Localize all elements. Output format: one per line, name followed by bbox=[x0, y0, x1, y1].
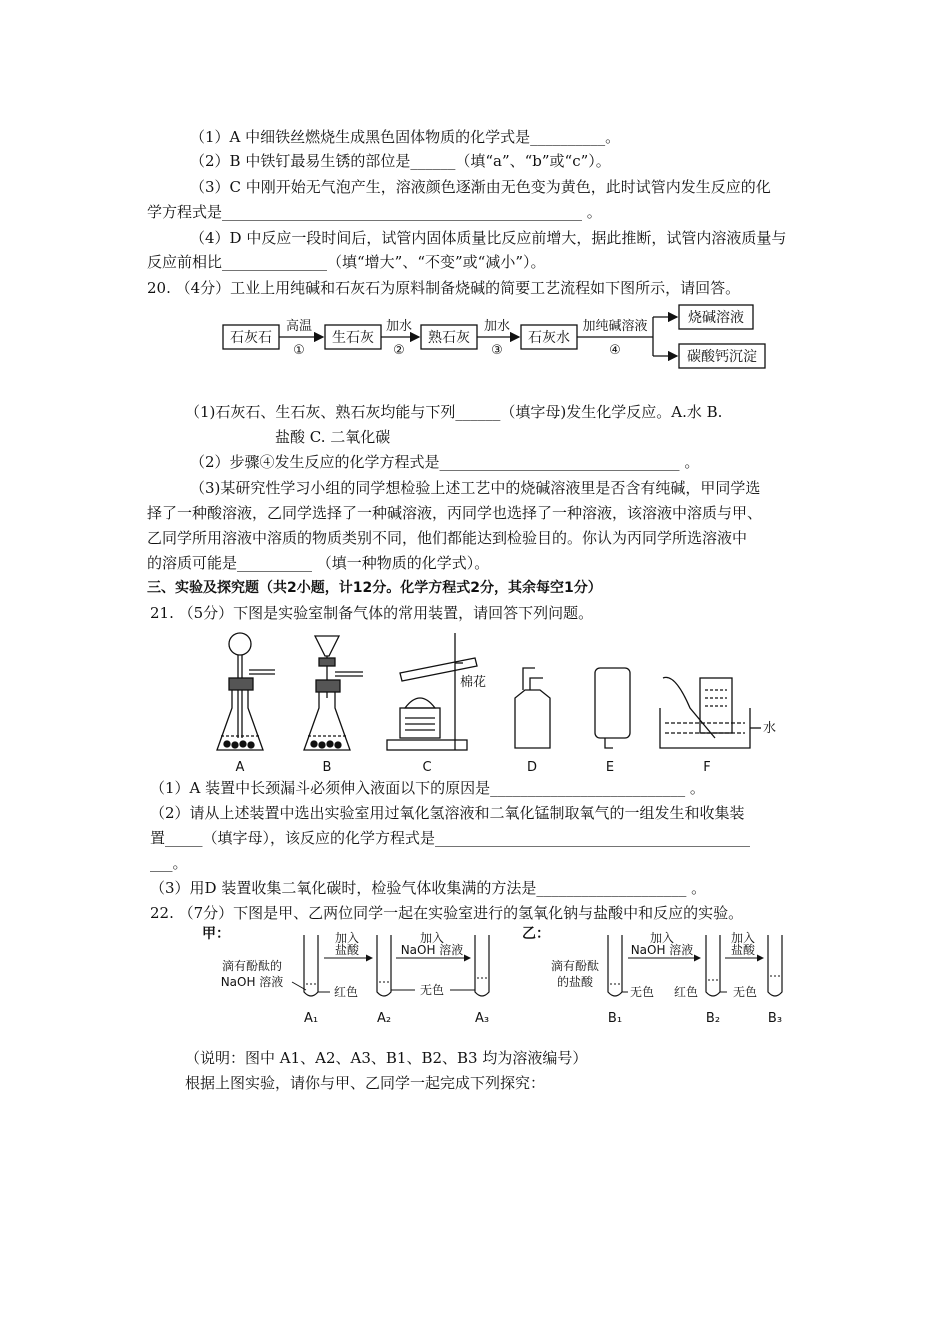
flow-node-quicklime bbox=[325, 325, 381, 349]
jia-add1-line1: 加入 bbox=[334, 931, 360, 945]
yi-title: 乙： bbox=[522, 926, 550, 942]
tube-label-a3: A₃ bbox=[474, 1011, 490, 1026]
jia-start-label-1: 滴有酚酞的 bbox=[221, 959, 283, 973]
flow-output-caustic-soda bbox=[679, 305, 753, 329]
apparatus-label-f: F bbox=[703, 760, 711, 775]
q20-part1-line2: 盐酸 C. 二氧化碳 bbox=[275, 428, 391, 446]
jia-color-2: 无色 bbox=[419, 983, 445, 997]
tube-b2 bbox=[706, 935, 720, 996]
jia-add2-line1: 加入 bbox=[419, 931, 445, 945]
tube-a1 bbox=[304, 935, 318, 996]
svg-text:碳酸钙沉淀: 碳酸钙沉淀 bbox=[687, 349, 757, 365]
gas-apparatus-figure bbox=[205, 628, 785, 778]
apparatus-label-b: B bbox=[322, 760, 332, 775]
apparatus-c bbox=[387, 633, 477, 750]
flow-output-calcium-carbonate bbox=[679, 344, 765, 368]
q19-part2: （2）B 中铁钉最易生锈的部位是______（填“a”、“b”或“c”）。 bbox=[190, 152, 611, 170]
neutralization-figure bbox=[200, 920, 800, 1032]
flow-arrow-label-2: 加水 bbox=[385, 319, 413, 334]
q20-part3-line1: （3)某研究性学习小组的同学想检验上述工艺中的烧碱溶液里是否含有纯碱，甲同学选 bbox=[190, 479, 761, 497]
tube-label-a2: A₂ bbox=[376, 1011, 392, 1026]
apparatus-label-c: C bbox=[422, 760, 432, 775]
q19-part3-line1: （3）C 中刚开始无气泡产生，溶液颜色逐渐由无色变为黄色，此时试管内发生反应的化 bbox=[190, 178, 771, 196]
yi-color-0: 无色 bbox=[629, 985, 655, 999]
yi-start-label-1: 滴有酚酞 bbox=[550, 959, 600, 973]
flow-arrow-label-1: 高温 bbox=[285, 319, 313, 334]
flow-step-1: ① bbox=[293, 343, 305, 358]
tube-label-b3: B₃ bbox=[767, 1011, 783, 1026]
svg-text:熟石灰: 熟石灰 bbox=[428, 330, 470, 346]
q21-part2-line1: （2）请从上述装置中选出实验室用过氧化氢溶液和二氧化锰制取氧气的一组发生和收集装 bbox=[150, 804, 745, 822]
svg-text:石灰水: 石灰水 bbox=[528, 330, 570, 346]
q21-part2-line3: ___。 bbox=[150, 854, 188, 872]
yi-start-label-2: 的盐酸 bbox=[556, 975, 594, 989]
tube-a2 bbox=[377, 935, 391, 996]
q21-part2-line2: 置_____（填字母），该反应的化学方程式是__________________________________________ bbox=[150, 829, 751, 847]
svg-text:烧碱溶液: 烧碱溶液 bbox=[688, 310, 744, 326]
apparatus-f bbox=[660, 677, 761, 748]
q20-part3-line3: 乙同学所用溶液中溶质的物质类别不同，他们都能达到检验目的。你认为丙同学所选溶液中 bbox=[147, 529, 748, 547]
apparatus-label-d: D bbox=[526, 760, 538, 775]
apparatus-label-a: A bbox=[235, 760, 245, 775]
flow-step-2: ② bbox=[393, 343, 405, 358]
q21-stem: 21. （5分）下图是实验室制备气体的常用装置，请回答下列问题。 bbox=[150, 604, 594, 622]
yi-add2-line1: 加入 bbox=[730, 931, 756, 945]
cotton-label: 棉花 bbox=[460, 675, 487, 690]
jia-title: 甲： bbox=[202, 926, 230, 942]
flow-node-slaked-lime bbox=[421, 325, 477, 349]
jia-add2-line2: NaOH 溶液 bbox=[400, 943, 464, 957]
section-3-heading: 三、实验及探究题（共2小题，计12分。化学方程式2分，其余每空1分） bbox=[147, 580, 602, 596]
tube-label-a1: A₁ bbox=[303, 1011, 319, 1026]
flow-node-limestone bbox=[223, 325, 279, 349]
flow-arrow-label-3: 加水 bbox=[483, 319, 511, 334]
yi-color-1: 红色 bbox=[673, 985, 699, 999]
tube-b3 bbox=[768, 935, 782, 996]
apparatus-e bbox=[595, 668, 630, 748]
experiment-yi bbox=[522, 926, 782, 1026]
jia-start-label-2: NaOH 溶液 bbox=[220, 975, 284, 989]
apparatus-label-e: E bbox=[605, 760, 615, 775]
flow-node-limewater bbox=[521, 325, 577, 349]
tube-label-b2: B₂ bbox=[705, 1011, 721, 1026]
yi-add2-line2: 盐酸 bbox=[730, 943, 756, 957]
q22-stem: 22. （7分）下图是甲、乙两位同学一起在实验室进行的氢氧化钠与盐酸中和反应的实验。 bbox=[150, 904, 744, 922]
yi-color-2: 无色 bbox=[732, 985, 758, 999]
tube-label-b1: B₁ bbox=[607, 1011, 623, 1026]
jia-add1-line2: 盐酸 bbox=[334, 943, 360, 957]
flow-step-4: ④ bbox=[609, 343, 621, 358]
apparatus-d bbox=[515, 668, 550, 748]
jia-color-1: 红色 bbox=[333, 985, 359, 999]
apparatus-b bbox=[304, 636, 363, 750]
q19-part4-line1: （4）D 中反应一段时间后，试管内固体质量比反应前增大，据此推断，试管内溶液质量与 bbox=[190, 229, 787, 247]
experiment-jia bbox=[202, 926, 489, 1026]
yi-add1-line1: 加入 bbox=[649, 931, 675, 945]
flow-arrow-label-4: 加纯碱溶液 bbox=[582, 319, 648, 334]
q22-note: （说明：图中 A1、A2、A3、B1、B2、B3 均为溶液编号） bbox=[185, 1049, 588, 1067]
q21-part3: （3）用D 装置收集二氧化碳时，检验气体收集满的方法是____________________ 。 bbox=[150, 879, 707, 897]
tube-a3 bbox=[475, 935, 489, 996]
q19-part3-line2: 学方程式是________________________________________________ 。 bbox=[147, 203, 602, 221]
yi-add1-line2: NaOH 溶液 bbox=[630, 943, 694, 957]
q20-stem: 20. （4分）工业上用纯碱和石灰石为原料制备烧碱的简要工艺流程如下图所示，请回答。 bbox=[147, 279, 741, 297]
svg-text:石灰石: 石灰石 bbox=[230, 330, 272, 346]
water-label: 水 bbox=[763, 721, 777, 736]
tube-b1 bbox=[608, 935, 622, 996]
q19-part4-line2: 反应前相比______________（填“增大”、“不变”或“减小”）。 bbox=[147, 253, 546, 271]
q20-part3-line4: 的溶质可能是__________ （填一种物质的化学式）。 bbox=[147, 554, 490, 572]
q20-part2: （2）步骤④发生反应的化学方程式是________________________________ 。 bbox=[190, 453, 700, 471]
q20-part3-line2: 择了一种酸溶液，乙同学选择了一种碱溶液，丙同学也选择了一种溶液，该溶液中溶质与甲、 bbox=[147, 504, 763, 522]
flow-step-3: ③ bbox=[491, 343, 503, 358]
process-flow-diagram bbox=[215, 300, 775, 380]
q22-lead: 根据上图实验，请你与甲、乙同学一起完成下列探究： bbox=[185, 1074, 546, 1092]
q21-part1: （1）A 装置中长颈漏斗必须伸入液面以下的原因是__________________________ 。 bbox=[150, 779, 705, 797]
svg-text:生石灰: 生石灰 bbox=[332, 330, 374, 346]
apparatus-a bbox=[217, 633, 275, 750]
q19-part1: （1）A 中细铁丝燃烧生成黑色固体物质的化学式是__________。 bbox=[190, 128, 621, 146]
q20-part1-line1: （1)石灰石、生石灰、熟石灰均能与下列______（填字母)发生化学反应。A.水 B. bbox=[185, 403, 723, 421]
